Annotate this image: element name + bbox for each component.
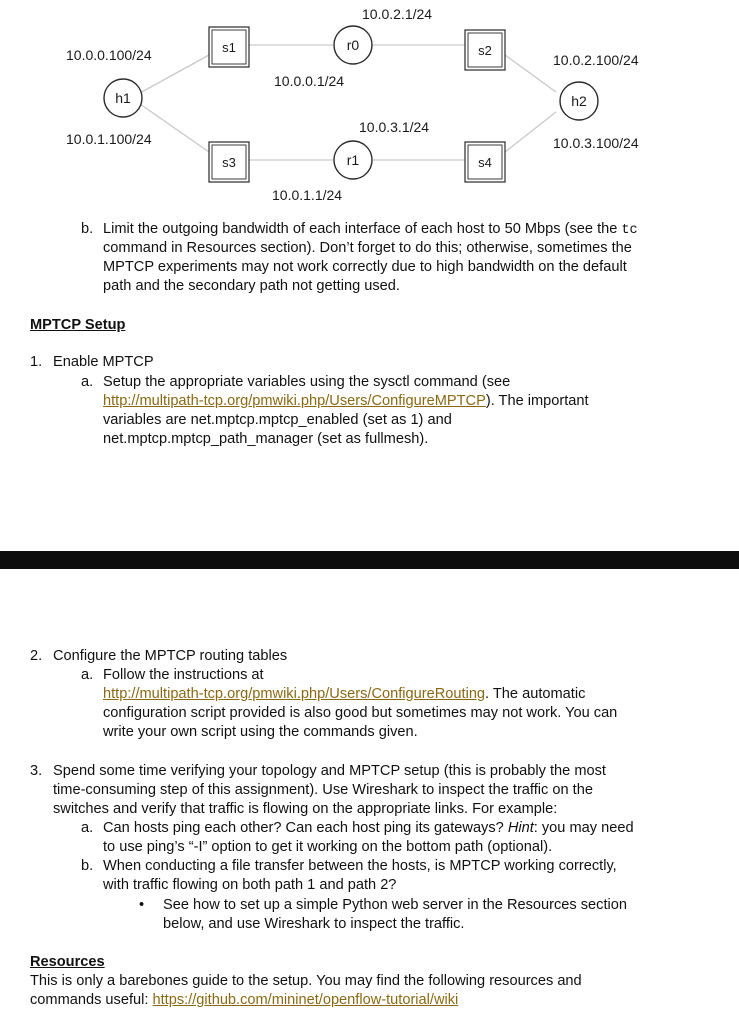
item-2a-line-3: configuration script provided is also good but sometimes may not work. You can — [103, 705, 618, 721]
item-2a-line-2-text: . The automatic — [485, 686, 586, 702]
step-b-marker: b. — [81, 221, 94, 237]
ip-label-r1-top: 10.0.3.1/24 — [359, 119, 430, 135]
ip-label-h2-bottom: 10.0.3.100/24 — [553, 135, 639, 151]
ip-label-h1-bottom: 10.0.1.100/24 — [66, 131, 152, 147]
step-b-line-4: path and the secondary path not getting used. — [103, 278, 400, 294]
item-3-marker: 3. — [30, 763, 43, 779]
item-3-line-2: time-consuming step of this assignment). Use Wireshark to inspect the traffic on the — [53, 782, 593, 798]
mptcp-setup-heading: MPTCP Setup — [30, 317, 126, 333]
item-3-line-3: switches and verify that traffic is flowing on the appropriate links. For example: — [53, 801, 558, 817]
configure-routing-link[interactable]: http://multipath-tcp.org/pmwiki.php/Users/ConfigureRouting — [103, 686, 486, 702]
switch-s4 — [465, 142, 505, 182]
item-2a-line-4: write your own script using the commands given. — [103, 724, 418, 740]
resources-line-2-text: commands useful: — [30, 992, 153, 1008]
switch-s2-label: s2 — [478, 43, 492, 58]
switch-s1-label: s1 — [222, 40, 236, 55]
ip-label-h1-top: 10.0.0.100/24 — [66, 47, 152, 63]
item-1a-line-2 — [103, 392, 589, 411]
item-3b-line-2: with traffic flowing on both path 1 and path 2? — [103, 877, 397, 893]
bullet-line-1: See how to set up a simple Python web server in the Resources section — [163, 897, 627, 913]
configure-mptcp-link[interactable]: http://multipath-tcp.org/pmwiki.php/Users/ConfigureMPTCP — [103, 393, 486, 409]
item-3b-marker: b. — [81, 858, 94, 874]
step-b-line-3: MPTCP experiments may not work correctly due to high bandwidth on the default — [103, 259, 627, 275]
ip-label-h2-top: 10.0.2.100/24 — [553, 52, 639, 68]
resources-line-1: This is only a barebones guide to the setup. You may find the following resources and — [30, 973, 582, 989]
host-h2-label: h2 — [571, 93, 587, 109]
item-2-marker: 2. — [30, 648, 43, 664]
item-3-line-1: Spend some time verifying your topology and MPTCP setup (this is probably the most — [53, 763, 606, 779]
ip-label-r0-top: 10.0.2.1/24 — [362, 6, 433, 22]
item-3a-line-2: to use ping’s “-I” option to get it working on the bottom path (optional). — [103, 839, 553, 855]
switch-s3 — [209, 142, 249, 182]
hint-label: Hint — [507, 820, 534, 836]
ip-label-r0-bottom: 10.0.0.1/24 — [274, 73, 345, 89]
link-s4-h2 — [505, 112, 556, 152]
step-b-line-1 — [103, 220, 638, 240]
step-b-line-2: command in Resources section). Don’t forget to do this; otherwise, sometimes the — [103, 240, 632, 256]
item-1a-line-4: net.mptcp.mptcp_path_manager (set as fullmesh). — [103, 431, 429, 447]
page-break-bar — [0, 551, 739, 569]
switch-s3-label: s3 — [222, 155, 236, 170]
link-s2-h2 — [505, 55, 556, 92]
item-1a-line-3: variables are net.mptcp.mptcp_enabled (set as 1) and — [103, 412, 452, 428]
switch-s4-label: s4 — [478, 155, 492, 170]
resources-line-2 — [30, 991, 458, 1010]
openflow-tutorial-link[interactable]: https://github.com/mininet/openflow-tutorial/wiki — [152, 992, 459, 1008]
resources-heading: Resources — [30, 954, 105, 970]
item-2a-line-1: Follow the instructions at — [103, 667, 264, 683]
item-2a-line-2 — [103, 685, 585, 704]
bullet-line-2: below, and use Wireshark to inspect the traffic. — [163, 916, 465, 932]
item-3a-line-1 — [103, 819, 634, 838]
step-b-line-1-text: Limit the outgoing bandwidth of each interface of each host to 50 Mbps (see the — [103, 221, 622, 237]
tc-command-code: tc — [621, 223, 638, 238]
switch-s1 — [209, 27, 249, 67]
item-1-title: Enable MPTCP — [53, 354, 154, 370]
item-3a-line-1-text: Can hosts ping each other? Can each host ping its gateways? — [103, 820, 508, 836]
router-r1-label: r1 — [346, 152, 360, 168]
item-3b-line-1: When conducting a file transfer between the hosts, is MPTCP working correctly, — [103, 858, 617, 874]
item-3a-marker: a. — [81, 820, 94, 836]
item-1-marker: 1. — [30, 354, 43, 370]
item-3a-line-1-tail: : you may need — [533, 820, 634, 836]
host-h1-label: h1 — [115, 90, 131, 106]
item-1a-line-1: Setup the appropriate variables using the sysctl command (see — [103, 374, 511, 390]
item-1a-line-2-text: ). The important — [485, 393, 589, 409]
bullet-marker: • — [139, 897, 145, 913]
network-topology-diagram — [0, 0, 739, 215]
switch-s2 — [465, 30, 505, 70]
item-2-title: Configure the MPTCP routing tables — [53, 648, 288, 664]
ip-label-r1-bottom: 10.0.1.1/24 — [272, 187, 343, 203]
item-1a-marker: a. — [81, 374, 94, 390]
router-r0-label: r0 — [346, 37, 360, 53]
item-2a-marker: a. — [81, 667, 94, 683]
